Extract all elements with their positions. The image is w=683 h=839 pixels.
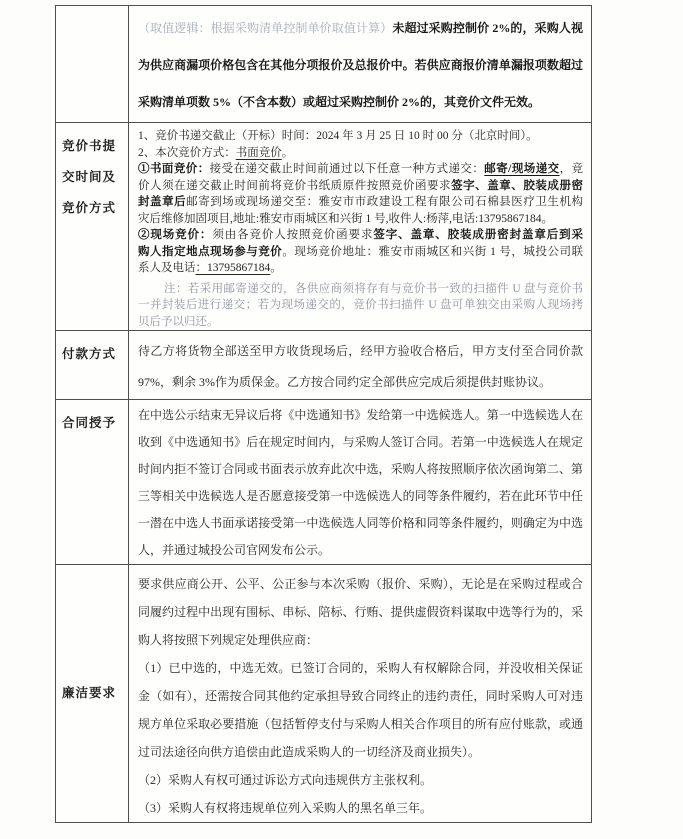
text-line — [138, 145, 583, 162]
text-segment: （3）采购人有权将违规单位列入采购人的黑名单三年。 — [138, 801, 433, 815]
row-label-bid-submission: 竞价书提交时间及竞价方式 — [56, 123, 129, 330]
text-segment: 贝后予以归还。 — [138, 315, 219, 328]
row-label-contract-award: 合同授予 — [56, 400, 129, 564]
text-segment: （2）采购人有权可通过诉讼方式向违规供方主张权利。 — [138, 773, 433, 787]
text-line — [138, 483, 583, 510]
text-line — [138, 510, 583, 537]
text-segment: 。 — [270, 262, 282, 274]
text-segment: 。现场竞价地址：雅安市雨城区和兴街 1 号，城投公司联 — [282, 245, 583, 258]
text-line — [138, 626, 583, 654]
text-segment: 规方单位采取必要措施（包括暂停支付与采购人相关合作项目的所有应付账款，或通 — [138, 717, 583, 731]
row-label-empty — [56, 6, 129, 122]
text-line — [138, 537, 583, 564]
table-row-contract-award — [56, 400, 591, 565]
text-segment: 三等相关中选候选人是否愿意接受第一中选候选人的同等条件履约，若在此环节中任 — [138, 489, 583, 503]
text-segment: ，竞 — [559, 163, 583, 175]
text-line — [138, 281, 583, 298]
procurement-table — [55, 5, 592, 823]
text-segment: 接受在递交截止时间前通过以下任意一种方式递交： — [209, 163, 485, 175]
text-segment: 人，并通过城投公司官网发布公示。 — [138, 543, 331, 557]
table-row-bid-submission — [56, 123, 591, 331]
table-row-integrity-requirements — [56, 565, 591, 822]
text-segment: 邮寄到场或现场递交至：雅安市市政建设工程有限公司石棉县医疗卫生机构 — [186, 196, 583, 208]
text-line — [138, 194, 583, 211]
text-line — [138, 794, 583, 822]
row-label-payment-method: 付款方式 — [56, 331, 129, 399]
text-segment: 封盖章后 — [138, 196, 187, 208]
text-segment: 邮寄/现场递交 — [484, 163, 560, 175]
text-segment: （取值逻辑：根据采购清单控制单价取值计算） — [138, 21, 393, 35]
text-segment: 过司法途径向供方追偿由此造成采购人的一切经济及商业损失）。 — [138, 745, 481, 759]
text-segment: 待乙方将货物全部送至甲方收货现场后，经甲方验收合格后，甲方支付至合同价款 — [138, 344, 583, 358]
text-line — [138, 47, 583, 84]
text-line — [138, 456, 583, 483]
row-content-integrity-requirements — [129, 565, 591, 822]
row-content-bid-submission — [129, 123, 591, 330]
text-segment: 97%，剩余 3%作为质保金。乙方按合同约定全部供应完成后须提供封账协议。 — [138, 375, 551, 389]
text-line — [138, 336, 583, 367]
text-segment: 系人及电话 — [138, 262, 196, 274]
text-segment: 1、竞价书递交截止（开标）时间：2024 年 3 月 25 日 10 时 00 分（北京时间）。 — [138, 130, 538, 142]
text-line — [138, 227, 583, 244]
text-line — [138, 260, 583, 277]
text-line — [138, 429, 583, 456]
table-row-price-control-continuation — [56, 6, 591, 123]
text-segment: 价人须在递交截止时间前将竞价书纸质原件按照竞价函要求 — [138, 179, 452, 192]
text-segment: 一潜在中选人书面承诺接受第一中选候选人同等价格和同等条件履约，则确定为中选 — [138, 516, 583, 530]
text-segment: 一并封装后进行递交；若为现场递交的，竞价书扫描件 U 盘可单独交由采购人现场拷 — [138, 299, 583, 311]
text-line — [138, 10, 583, 47]
text-line — [138, 128, 583, 145]
text-line — [138, 766, 583, 794]
text-segment: 灾后维修加固项目,地址:雅安市雨城区和兴街 1 号,收件人:杨萍,电话:13795867184。 — [138, 212, 553, 225]
text-segment: 要求供应商公开、公平、公正参与本次采购（报价、采购），无论是在采购过程或合 — [138, 577, 583, 591]
text-segment: 金（如有），还需按合同其他约定承担导致合同终止的违约责任，同时采购人可对违 — [138, 689, 583, 703]
text-line — [138, 161, 583, 178]
text-line — [138, 682, 583, 710]
row-content-contract-award — [129, 400, 591, 564]
text-segment: 须由各竞价人按照竞价函要求 — [212, 229, 374, 241]
text-segment: 签字、盖章、胶装成册密封盖章后到采 — [373, 229, 583, 241]
text-line — [138, 710, 583, 738]
text-line — [138, 738, 583, 766]
text-segment: 时间内拒不签订合同或书面表示放弃此次中选，采购人将按照顺序依次函询第二、第 — [138, 462, 583, 476]
row-content-payment-method — [129, 331, 591, 399]
text-segment: 。 — [281, 146, 294, 159]
text-line — [138, 402, 583, 429]
text-line — [138, 314, 583, 331]
text-line — [138, 244, 583, 261]
text-line — [138, 654, 583, 682]
row-label-integrity-requirements: 廉洁要求 — [56, 565, 129, 822]
text-segment: 签字、盖章、胶装成册密 — [451, 179, 583, 192]
text-segment: 采购清单项数 5%（不含本数）或超过采购控制价 2%的，其竞价文件无效。 — [138, 95, 541, 109]
text-line — [138, 598, 583, 626]
text-segment: 未超过采购控制价 2%的，采购人视 — [392, 21, 583, 35]
text-segment: 书面竞价 — [235, 146, 282, 159]
text-segment: 在中选公示结束无异议后将《中选通知书》发给第一中选候选人。第一中选候选人在 — [138, 408, 583, 422]
text-segment: ②现场竞价： — [138, 229, 213, 241]
text-line — [138, 297, 583, 314]
text-segment: ：13795867184 — [195, 262, 271, 274]
text-segment: 注：若采用邮寄递交的，各供应商须将存有与竞价书一致的扫描件 U 盘与竞价书 — [164, 282, 583, 295]
text-line — [138, 211, 583, 228]
text-line — [138, 84, 583, 121]
text-line — [138, 178, 583, 195]
text-segment: （1）已中选的，中选无效。已签订合同的，采购人有权解除合同，并没收相关保证 — [138, 661, 583, 675]
text-segment: 购人指定地点现场参与竞价 — [138, 245, 283, 258]
text-segment: 2、本次竞价方式： — [138, 146, 236, 159]
text-segment: 购人将按照下列规定处理供应商： — [138, 633, 319, 647]
text-line — [138, 367, 583, 398]
row-content-price-control — [129, 6, 591, 122]
table-row-payment-method — [56, 331, 591, 400]
text-segment: ①书面竞价： — [138, 163, 210, 175]
text-segment: 为供应商漏项价格包含在其他分项报价及总报价中。若供应商报价清单漏报项数超过 — [138, 58, 583, 72]
text-segment: 收到《中选通知书》后在规定时间内，与采购人签订合同。若第一中选候选人在规定 — [138, 435, 583, 449]
text-segment: 同履约过程中出现有围标、串标、陪标、行贿、提供虚假资料谋取中选等行为的，采 — [138, 605, 583, 619]
text-line — [138, 570, 583, 598]
